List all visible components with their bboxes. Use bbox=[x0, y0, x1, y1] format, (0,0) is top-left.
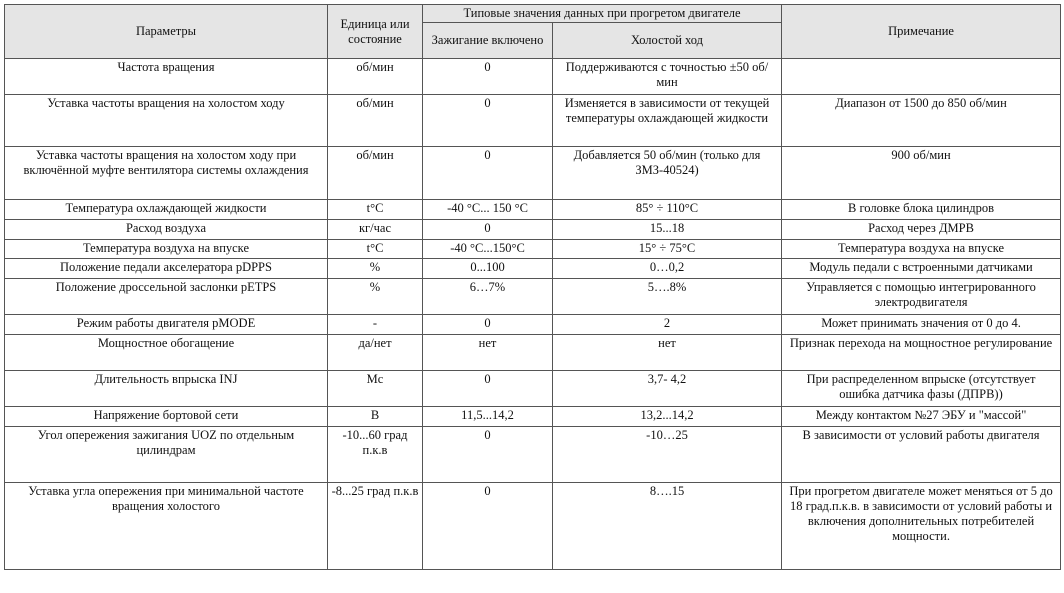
header-note: Примечание bbox=[782, 5, 1061, 59]
row-idle: -10…25 bbox=[553, 427, 782, 483]
row-note: Признак перехода на мощностное регулирование bbox=[782, 335, 1061, 371]
row-param: Температура охлаждающей жидкости bbox=[5, 200, 328, 220]
table-row bbox=[5, 147, 1061, 200]
row-idle: 3,7- 4,2 bbox=[553, 371, 782, 407]
table-row bbox=[5, 407, 1061, 427]
row-param: Напряжение бортовой сети bbox=[5, 407, 328, 427]
table-row bbox=[5, 427, 1061, 483]
row-note: Управляется с помощью интегрированного электродвигателя bbox=[782, 279, 1061, 315]
row-idle: 2 bbox=[553, 315, 782, 335]
row-param: Частота вращения bbox=[5, 59, 328, 95]
table-row bbox=[5, 371, 1061, 407]
table-row bbox=[5, 279, 1061, 315]
row-idle: нет bbox=[553, 335, 782, 371]
row-unit: % bbox=[328, 259, 423, 279]
row-ignition: 0 bbox=[423, 371, 553, 407]
row-note: Температура воздуха на впуске bbox=[782, 240, 1061, 259]
table-row bbox=[5, 59, 1061, 95]
engine-parameters-table bbox=[4, 4, 1061, 570]
row-param: Угол опережения зажигания UOZ по отдельным цилиндрам bbox=[5, 427, 328, 483]
row-unit: t°C bbox=[328, 200, 423, 220]
row-idle: 8….15 bbox=[553, 483, 782, 570]
row-ignition: 11,5...14,2 bbox=[423, 407, 553, 427]
header-ignition-on: Зажигание включено bbox=[423, 23, 553, 59]
table-row bbox=[5, 240, 1061, 259]
row-note: Может принимать значения от 0 до 4. bbox=[782, 315, 1061, 335]
row-note: Расход через ДМРВ bbox=[782, 220, 1061, 240]
row-param: Расход воздуха bbox=[5, 220, 328, 240]
row-note: Между контактом №27 ЭБУ и "массой" bbox=[782, 407, 1061, 427]
row-note: Диапазон от 1500 до 850 об/мин bbox=[782, 95, 1061, 147]
row-note bbox=[782, 59, 1061, 95]
row-ignition: -40 °C... 150 °C bbox=[423, 200, 553, 220]
row-unit: об/мин bbox=[328, 59, 423, 95]
row-note: Модуль педали с встроенными датчиками bbox=[782, 259, 1061, 279]
row-unit: -10...60 град п.к.в bbox=[328, 427, 423, 483]
row-unit: % bbox=[328, 279, 423, 315]
row-idle: Изменяется в зависимости от текущей температуры охлаждающей жидкости bbox=[553, 95, 782, 147]
row-param: Уставка частоты вращения на холостом ходу при включённой муфте вентилятора системы охлаждения bbox=[5, 147, 328, 200]
row-param: Температура воздуха на впуске bbox=[5, 240, 328, 259]
header-typical-values: Типовые значения данных при прогретом двигателе bbox=[423, 5, 782, 23]
table-row bbox=[5, 259, 1061, 279]
row-unit: - bbox=[328, 315, 423, 335]
table-row bbox=[5, 200, 1061, 220]
row-idle: 85° ÷ 110°C bbox=[553, 200, 782, 220]
row-unit: В bbox=[328, 407, 423, 427]
row-param: Уставка угла опережения при минимальной частоте вращения холостого bbox=[5, 483, 328, 570]
row-unit: кг/час bbox=[328, 220, 423, 240]
row-ignition: 0 bbox=[423, 220, 553, 240]
row-ignition: 0 bbox=[423, 59, 553, 95]
row-note: 900 об/мин bbox=[782, 147, 1061, 200]
table-row bbox=[5, 95, 1061, 147]
row-idle: Поддерживаются с точностью ±50 об/мин bbox=[553, 59, 782, 95]
row-note: В головке блока цилиндров bbox=[782, 200, 1061, 220]
row-ignition: 0...100 bbox=[423, 259, 553, 279]
table-row bbox=[5, 315, 1061, 335]
row-ignition: 0 bbox=[423, 315, 553, 335]
row-unit: t°C bbox=[328, 240, 423, 259]
table-row bbox=[5, 483, 1061, 570]
row-param: Уставка частоты вращения на холостом ходу bbox=[5, 95, 328, 147]
row-param: Положение дроссельной заслонки pETPS bbox=[5, 279, 328, 315]
table-row bbox=[5, 220, 1061, 240]
row-idle: 15° ÷ 75°C bbox=[553, 240, 782, 259]
row-note: При распределенном впрыске (отсутствует ошибка датчика фазы (ДПРВ)) bbox=[782, 371, 1061, 407]
row-unit: об/мин bbox=[328, 147, 423, 200]
row-unit: об/мин bbox=[328, 95, 423, 147]
row-ignition: 0 bbox=[423, 95, 553, 147]
header-unit: Единица или состояние bbox=[328, 5, 423, 59]
row-idle: 13,2...14,2 bbox=[553, 407, 782, 427]
row-idle: 0…0,2 bbox=[553, 259, 782, 279]
row-ignition: 0 bbox=[423, 427, 553, 483]
row-param: Мощностное обогащение bbox=[5, 335, 328, 371]
table-row bbox=[5, 335, 1061, 371]
header-idle: Холостой ход bbox=[553, 23, 782, 59]
row-ignition: -40 °C...150°C bbox=[423, 240, 553, 259]
row-idle: 5….8% bbox=[553, 279, 782, 315]
row-idle: Добавляется 50 об/мин (только для ЗМЗ-40524) bbox=[553, 147, 782, 200]
row-param: Режим работы двигателя pMODE bbox=[5, 315, 328, 335]
row-note: При прогретом двигателе может меняться от 5 до 18 град.п.к.в. в зависимости от условий работы и включения дополнительных потребителей мощности. bbox=[782, 483, 1061, 570]
row-note: В зависимости от условий работы двигателя bbox=[782, 427, 1061, 483]
row-ignition: 6…7% bbox=[423, 279, 553, 315]
row-ignition: 0 bbox=[423, 483, 553, 570]
row-param: Длительность впрыска INJ bbox=[5, 371, 328, 407]
row-unit: -8...25 град п.к.в bbox=[328, 483, 423, 570]
row-ignition: нет bbox=[423, 335, 553, 371]
row-param: Положение педали акселератора pDPPS bbox=[5, 259, 328, 279]
row-idle: 15...18 bbox=[553, 220, 782, 240]
row-ignition: 0 bbox=[423, 147, 553, 200]
header-params: Параметры bbox=[5, 5, 328, 59]
row-unit: Мс bbox=[328, 371, 423, 407]
row-unit: да/нет bbox=[328, 335, 423, 371]
